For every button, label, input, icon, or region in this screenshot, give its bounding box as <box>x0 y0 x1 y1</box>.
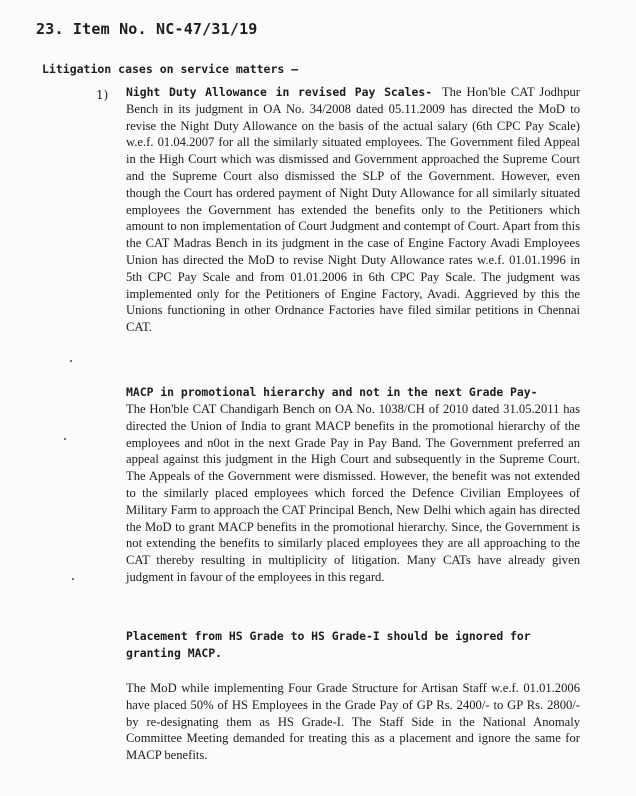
night-duty-allowance-title: Night Duty Allowance in revised Pay Scales- <box>126 85 433 99</box>
hs-grade-placement-title: Placement from HS Grade to HS Grade-I should be ignored for granting MACP. <box>126 629 531 660</box>
macp-hierarchy-title: MACP in promotional hierarchy and not in the next Grade Pay- <box>126 385 538 399</box>
scan-speck <box>70 360 72 362</box>
scan-speck <box>64 438 66 440</box>
section-subheading: Litigation cases on service matters – <box>42 62 299 76</box>
night-duty-allowance-section <box>126 84 580 336</box>
scan-speck <box>72 578 74 580</box>
macp-hierarchy-body: The Hon'ble CAT Chandigarh Bench on OA No. 1038/CH of 2010 dated 31.05.2011 has directed the Union of India to grant MACP benefits in the promotional hierarchy of the employees and n0ot in the next Grade Pay in Pay Band. The Government preferred an appeal against this judgment in the High Court and subsequently in the Supreme Court. The Appeals of the Government were dismissed. However, the benefit was not extended to the similarly placed employees which forced the Defence Civilian Employees of Military Farm to approach the CAT Principal Bench, New Delhi which again has directed the MoD to grant MACP benefits in the promotional hierarchy. Since, the Government is not extending the benefits to similarly placed employees they are all approaching to the CAT thereby resulting in multiplicity of litigation. Many CATs have already given judgment in favour of the employees in this regard. <box>126 402 580 584</box>
hs-grade-placement-title-block <box>126 628 580 662</box>
hs-grade-placement-body: The MoD while implementing Four Grade Structure for Artisan Staff w.e.f. 01.01.2006 have placed 50% of HS Employees in the Grade Pay of GP Rs. 2400/- to GP Rs. 2800/- by re-designating them as HS Grade-I. The Staff Side in the National Anomaly Committee Meeting demanded for treating this as a placement and ignore the same for MACP benefits. <box>126 681 580 763</box>
night-duty-allowance-body: The Hon'ble CAT Jodhpur Bench in its judgment in OA No. 34/2008 dated 05.11.2009 has directed the MoD to revise the Night Duty Allowance on the basis of the actual salary (6th CPC Pay Scale) w.e.f. 01.04.2007 for all the similarly situated employees. The Government filed Appeal in the High Court which was dismissed and Government approached the Supreme Court and the Supreme Court also dismissed the SLP of the Government. However, even though the Court has ordered payment of Night Duty Allowance for all similarly situated employees the Government has extended the benefits only to the Petitioners which amount to non implementation of Court Judgment and contempt of Court. Apart from this the CAT Madras Bench in its judgment in the case of Engine Factory Avadi Employees Union has directed the MoD to revise Night Duty Allowance rates w.e.f. 01.01.1996 in 5th CPC Pay Scale and from 01.01.2006 in 6th CPC Pay Scale. The judgment was implemented only for the Petitioners of Engine Factory, Avadi. Aggrieved by this the Unions functioning in other Ordnance Factories have filed similar petitions in Chennai CAT. <box>126 85 580 335</box>
macp-hierarchy-section <box>126 384 580 586</box>
hs-grade-placement-section <box>126 680 580 764</box>
night-duty-allowance-paragraph <box>126 84 580 336</box>
item-heading: 23. Item No. NC-47/31/19 <box>36 20 258 38</box>
item-number: 1) <box>96 88 109 102</box>
